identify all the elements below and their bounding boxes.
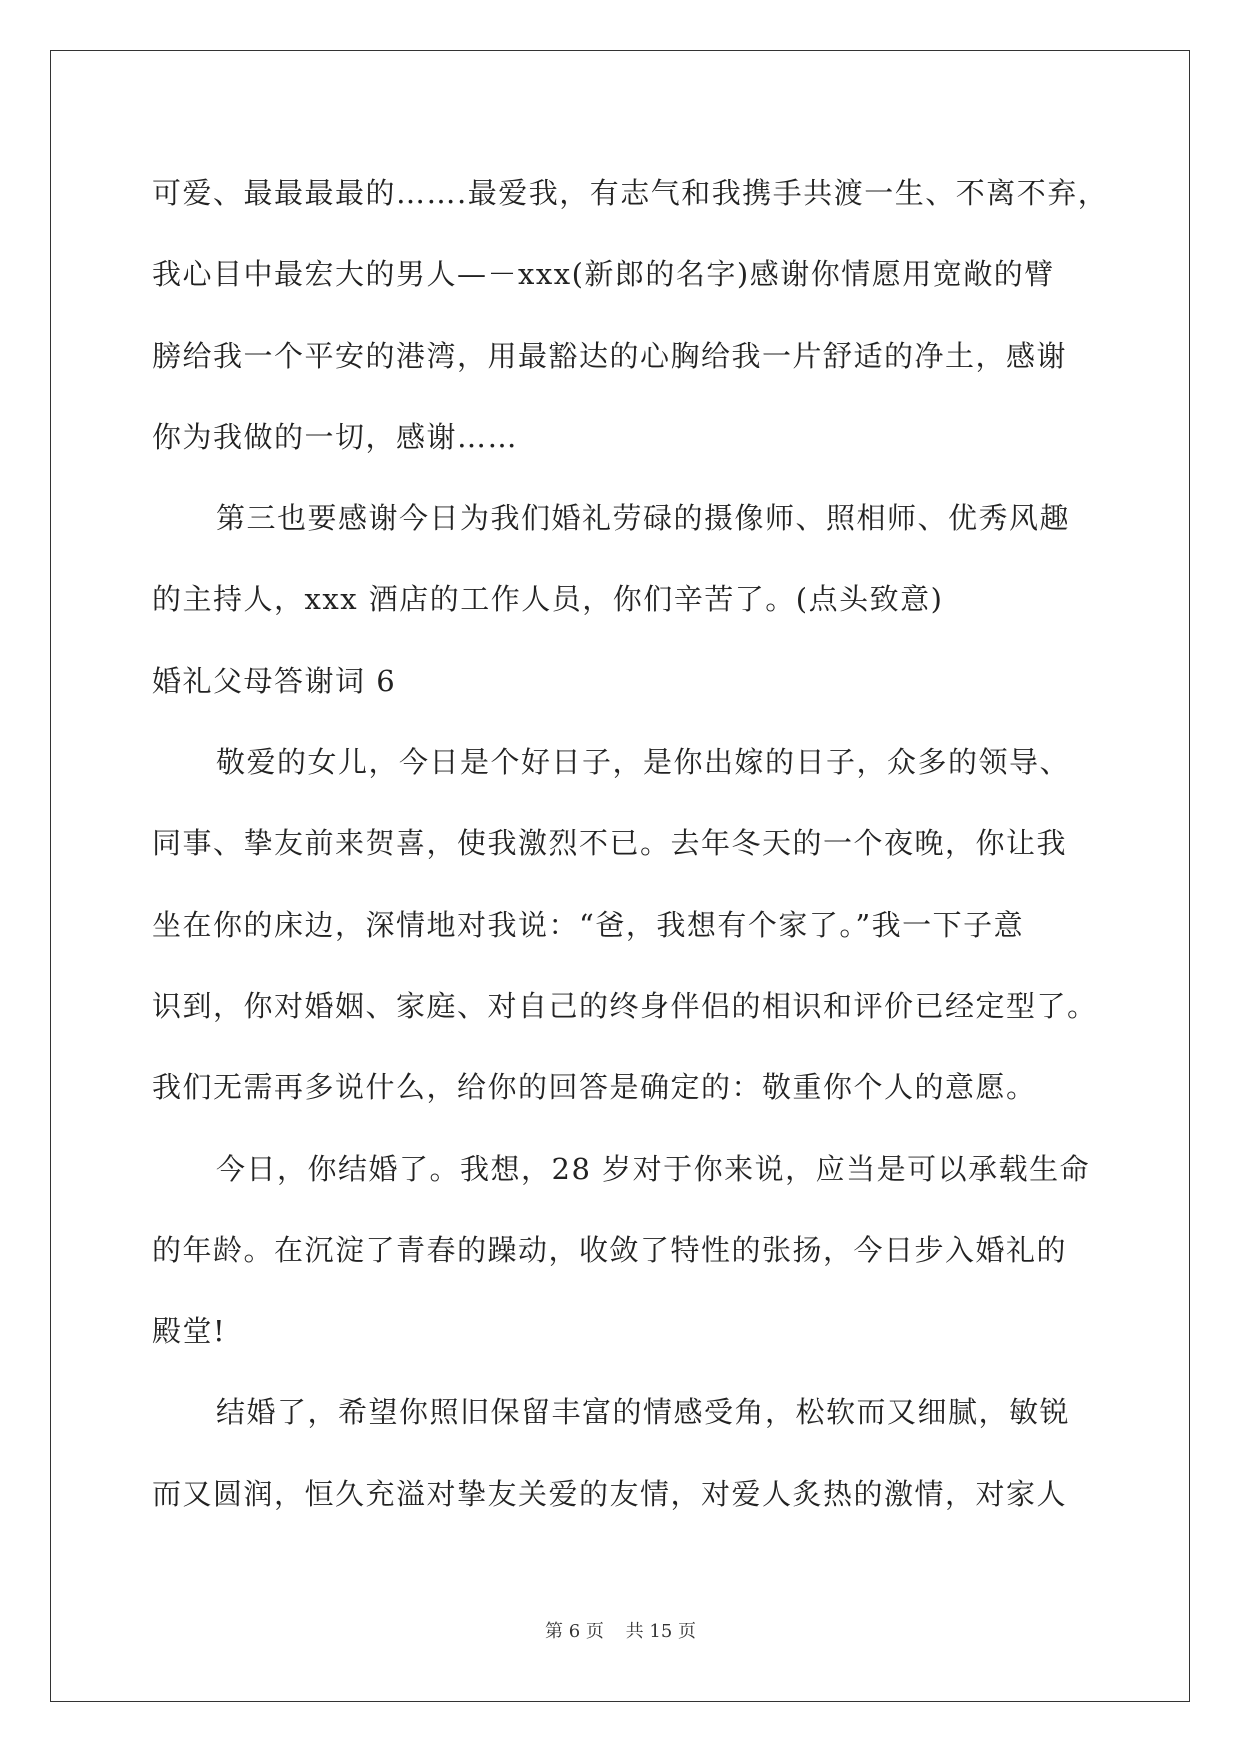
text-line: 坐在你的床边，深情地对我说：“爸，我想有个家了。”我一下子意 (152, 907, 1025, 942)
text-line: 我们无需再多说什么，给你的回答是确定的：敬重你个人的意愿。 (152, 1070, 1037, 1105)
text-line: 的主持人，xxx 酒店的工作人员，你们辛苦了。(点头致意) (152, 582, 944, 617)
paragraph-start: 今日，你结婚了。我想，28 岁对于你来说，应当是可以承载生命 (216, 1151, 1091, 1186)
text-line: 我心目中最宏大的男人—－xxx(新郎的名字)感谢你情愿用宽敞的臂 (152, 257, 1055, 292)
text-line: 的年龄。在沉淀了青春的躁动，收敛了特性的张扬，今日步入婚礼的 (152, 1232, 1068, 1267)
text-line: 可爱、最最最最的…….最爱我，有志气和我携手共渡一生、不离不弃， (152, 176, 1109, 210)
text-line: 而又圆润，恒久充溢对挚友关爱的友情，对爱人炙热的激情，对家人 (152, 1476, 1068, 1511)
page-footer (0, 1617, 1241, 1643)
text-line: 殿堂! (152, 1314, 227, 1349)
paragraph-start: 敬爱的女儿，今日是个好日子，是你出嫁的日子，众多的领导、 (216, 745, 1071, 780)
page-number: 第 6 页 (545, 1621, 604, 1642)
paragraph-start: 第三也要感谢今日为我们婚礼劳碌的摄像师、照相师、优秀风趣 (216, 501, 1071, 536)
text-line: 同事、挚友前来贺喜，使我激烈不已。去年冬天的一个夜晚，你让我 (152, 826, 1068, 861)
document-body (152, 163, 1112, 1545)
paragraph-start: 结婚了，希望你照旧保留丰富的情感受角，松软而又细腻，敏锐 (216, 1395, 1071, 1430)
text-line: 你为我做的一切，感谢…… (152, 419, 519, 454)
text-line: 识到，你对婚姻、家庭、对自己的终身伴侣的相识和评价已经定型了。 (152, 988, 1098, 1023)
text-line: 膀给我一个平安的港湾，用最豁达的心胸给我一片舒适的净土，感谢 (152, 338, 1068, 373)
section-heading: 婚礼父母答谢词 6 (152, 663, 397, 698)
page-total: 共 15 页 (625, 1621, 696, 1642)
